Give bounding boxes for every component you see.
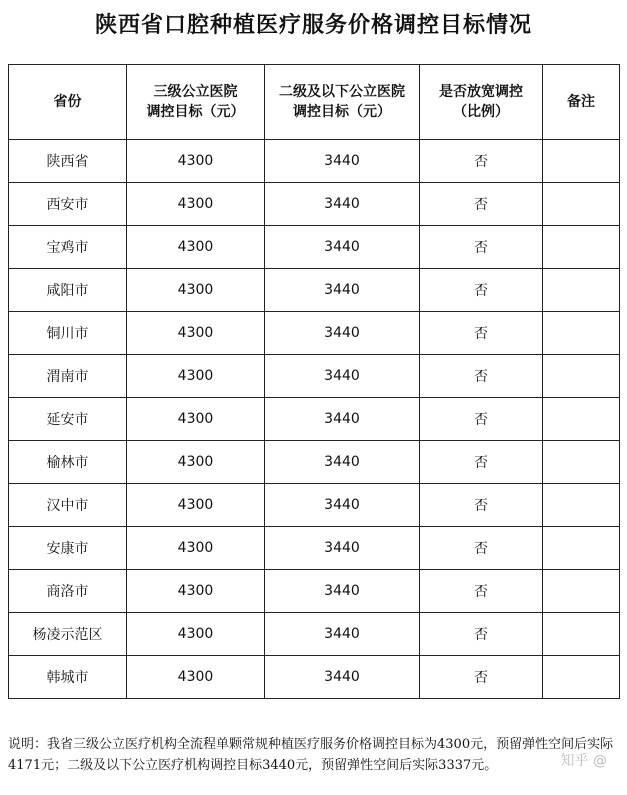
watermark: 知乎 @ xyxy=(560,753,607,769)
cell-province: 延安市 xyxy=(9,398,127,441)
table-row xyxy=(9,269,620,312)
column-header: 省份 xyxy=(9,65,127,140)
cell-province: 陕西省 xyxy=(9,140,127,183)
cell-tier2: 3440 xyxy=(265,398,420,441)
cell-relax: 否 xyxy=(420,226,543,269)
cell-tier3: 4300 xyxy=(127,355,265,398)
column-header: 三级公立医院 调控目标（元） xyxy=(127,65,265,140)
cell-tier3: 4300 xyxy=(127,570,265,613)
cell-note xyxy=(543,613,620,656)
cell-tier3: 4300 xyxy=(127,441,265,484)
cell-relax: 否 xyxy=(420,613,543,656)
cell-tier3: 4300 xyxy=(127,398,265,441)
cell-relax: 否 xyxy=(420,441,543,484)
price-target-table xyxy=(8,64,620,699)
table-row xyxy=(9,656,620,699)
cell-province: 韩城市 xyxy=(9,656,127,699)
cell-province: 榆林市 xyxy=(9,441,127,484)
cell-tier3: 4300 xyxy=(127,484,265,527)
cell-tier2: 3440 xyxy=(265,226,420,269)
cell-tier2: 3440 xyxy=(265,355,420,398)
cell-note xyxy=(543,570,620,613)
cell-relax: 否 xyxy=(420,312,543,355)
cell-note xyxy=(543,226,620,269)
cell-relax: 否 xyxy=(420,183,543,226)
cell-tier3: 4300 xyxy=(127,140,265,183)
cell-province: 西安市 xyxy=(9,183,127,226)
table-row xyxy=(9,398,620,441)
cell-tier3: 4300 xyxy=(127,269,265,312)
cell-note xyxy=(543,355,620,398)
cell-tier2: 3440 xyxy=(265,527,420,570)
cell-province: 汉中市 xyxy=(9,484,127,527)
cell-note xyxy=(543,312,620,355)
cell-note xyxy=(543,269,620,312)
cell-tier2: 3440 xyxy=(265,269,420,312)
cell-tier3: 4300 xyxy=(127,183,265,226)
cell-province: 商洛市 xyxy=(9,570,127,613)
cell-relax: 否 xyxy=(420,484,543,527)
table-row xyxy=(9,570,620,613)
table-row xyxy=(9,226,620,269)
cell-province: 宝鸡市 xyxy=(9,226,127,269)
cell-tier2: 3440 xyxy=(265,656,420,699)
cell-relax: 否 xyxy=(420,656,543,699)
cell-tier2: 3440 xyxy=(265,484,420,527)
table-row xyxy=(9,312,620,355)
cell-province: 铜川市 xyxy=(9,312,127,355)
table-row xyxy=(9,613,620,656)
table-row xyxy=(9,183,620,226)
table-row xyxy=(9,140,620,183)
column-header: 二级及以下公立医院 调控目标（元） xyxy=(265,65,420,140)
cell-tier2: 3440 xyxy=(265,613,420,656)
page-title: 陕西省口腔种植医疗服务价格调控目标情况 xyxy=(94,13,532,38)
cell-tier2: 3440 xyxy=(265,441,420,484)
cell-relax: 否 xyxy=(420,269,543,312)
cell-note xyxy=(543,656,620,699)
column-header: 备注 xyxy=(543,65,620,140)
table-row xyxy=(9,484,620,527)
cell-province: 杨凌示范区 xyxy=(9,613,127,656)
column-header: 是否放宽调控 （比例） xyxy=(420,65,543,140)
cell-tier3: 4300 xyxy=(127,656,265,699)
cell-note xyxy=(543,398,620,441)
cell-relax: 否 xyxy=(420,527,543,570)
cell-province: 渭南市 xyxy=(9,355,127,398)
cell-tier2: 3440 xyxy=(265,312,420,355)
cell-tier3: 4300 xyxy=(127,613,265,656)
table-row xyxy=(9,441,620,484)
cell-relax: 否 xyxy=(420,355,543,398)
cell-tier2: 3440 xyxy=(265,570,420,613)
cell-note xyxy=(543,441,620,484)
footnote: 说明：我省三级公立医疗机构全流程单颗常规种植医疗服务价格调控目标为4300元，预留弹性空间后实际4171元；二级及以下公立医疗机构调控目标3440元，预留弹性空间后实际3337元。 xyxy=(8,737,614,773)
cell-note xyxy=(543,484,620,527)
cell-note xyxy=(543,140,620,183)
cell-tier3: 4300 xyxy=(127,312,265,355)
table-body xyxy=(9,140,620,699)
cell-relax: 否 xyxy=(420,398,543,441)
table-row xyxy=(9,527,620,570)
cell-tier3: 4300 xyxy=(127,226,265,269)
cell-note xyxy=(543,183,620,226)
cell-note xyxy=(543,527,620,570)
table-row xyxy=(9,355,620,398)
table-header-row xyxy=(9,65,620,140)
cell-tier2: 3440 xyxy=(265,183,420,226)
cell-tier2: 3440 xyxy=(265,140,420,183)
cell-tier3: 4300 xyxy=(127,527,265,570)
cell-relax: 否 xyxy=(420,140,543,183)
cell-relax: 否 xyxy=(420,570,543,613)
cell-province: 安康市 xyxy=(9,527,127,570)
cell-province: 咸阳市 xyxy=(9,269,127,312)
